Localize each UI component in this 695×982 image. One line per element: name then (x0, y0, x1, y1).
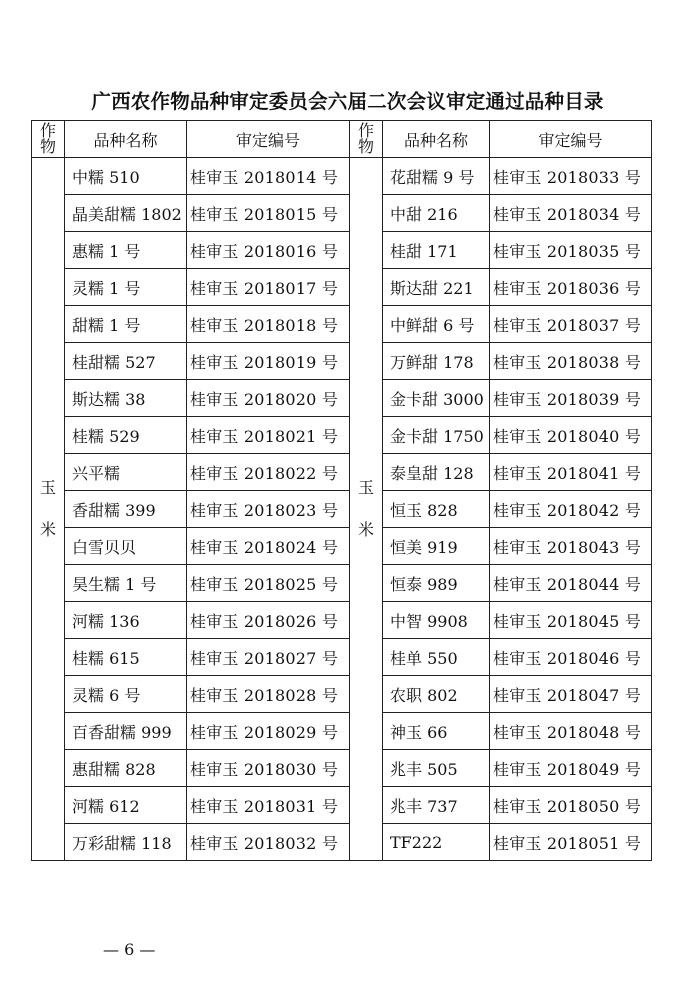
variety-name-right: 万鲜甜 178 (383, 343, 490, 380)
crop-char: 玉 (357, 478, 374, 497)
approval-code-left: 桂审玉 2018016 号 (187, 232, 350, 269)
approval-code-left: 桂审玉 2018025 号 (187, 565, 350, 602)
table-row (32, 565, 652, 602)
header-crop-char: 物 (39, 137, 56, 156)
table-row (32, 491, 652, 528)
variety-name-left: 灵糯 6 号 (65, 676, 187, 713)
approval-code-left: 桂审玉 2018030 号 (187, 750, 350, 787)
table-row (32, 269, 652, 306)
variety-name-left: 灵糯 1 号 (65, 269, 187, 306)
table-row (32, 713, 652, 750)
approval-code-right: 桂审玉 2018037 号 (490, 306, 652, 343)
approval-code-right: 桂审玉 2018051 号 (490, 824, 652, 861)
crop-cell-left (32, 158, 65, 861)
table-row (32, 750, 652, 787)
approval-code-left: 桂审玉 2018027 号 (187, 639, 350, 676)
variety-name-left: 河糯 136 (65, 602, 187, 639)
approval-code-left: 桂审玉 2018032 号 (187, 824, 350, 861)
approval-code-left: 桂审玉 2018031 号 (187, 787, 350, 824)
variety-name-right: 恒泰 989 (383, 565, 490, 602)
variety-name-left: 桂甜糯 527 (65, 343, 187, 380)
table-header-row (32, 121, 652, 158)
variety-name-right: 农职 802 (383, 676, 490, 713)
variety-name-right: 恒美 919 (383, 528, 490, 565)
approval-code-right: 桂审玉 2018040 号 (490, 417, 652, 454)
crop-char: 米 (39, 520, 56, 539)
approval-code-left: 桂审玉 2018022 号 (187, 454, 350, 491)
variety-name-left: 河糯 612 (65, 787, 187, 824)
table-row (32, 306, 652, 343)
approval-code-right: 桂审玉 2018043 号 (490, 528, 652, 565)
table-row (32, 343, 652, 380)
variety-name-left: 万彩甜糯 118 (65, 824, 187, 861)
approval-code-right: 桂审玉 2018038 号 (490, 343, 652, 380)
table-row (32, 454, 652, 491)
crop-char: 玉 (39, 478, 56, 497)
table-row (32, 824, 652, 861)
header-crop-char: 作 (357, 121, 374, 140)
crop-cell-right (350, 158, 383, 861)
table-row (32, 787, 652, 824)
variety-name-right: TF222 (383, 824, 490, 861)
document-title: 广西农作物品种审定委员会六届二次会议审定通过品种目录 (91, 90, 604, 113)
table-row (32, 158, 652, 195)
approval-code-right: 桂审玉 2018041 号 (490, 454, 652, 491)
approval-code-right: 桂审玉 2018046 号 (490, 639, 652, 676)
approval-code-right: 桂审玉 2018050 号 (490, 787, 652, 824)
approval-code-right: 桂审玉 2018049 号 (490, 750, 652, 787)
approval-code-right: 桂审玉 2018035 号 (490, 232, 652, 269)
header-approval-code-left: 审定编号 (187, 121, 350, 158)
approval-code-left: 桂审玉 2018023 号 (187, 491, 350, 528)
variety-name-right: 兆丰 505 (383, 750, 490, 787)
crop-char: 米 (357, 520, 374, 539)
variety-name-right: 桂单 550 (383, 639, 490, 676)
variety-name-right: 神玉 66 (383, 713, 490, 750)
approval-code-right: 桂审玉 2018039 号 (490, 380, 652, 417)
variety-name-left: 香甜糯 399 (65, 491, 187, 528)
header-crop-char: 物 (357, 137, 374, 156)
approval-code-right: 桂审玉 2018033 号 (490, 158, 652, 195)
table-row (32, 232, 652, 269)
approval-code-left: 桂审玉 2018020 号 (187, 380, 350, 417)
header-crop-char: 作 (39, 121, 56, 140)
approval-code-left: 桂审玉 2018015 号 (187, 195, 350, 232)
table-row (32, 417, 652, 454)
approval-code-right: 桂审玉 2018048 号 (490, 713, 652, 750)
approval-code-right: 桂审玉 2018036 号 (490, 269, 652, 306)
variety-name-left: 桂糯 529 (65, 417, 187, 454)
approval-code-left: 桂审玉 2018029 号 (187, 713, 350, 750)
variety-name-left: 中糯 510 (65, 158, 187, 195)
table-row (32, 195, 652, 232)
approval-code-left: 桂审玉 2018026 号 (187, 602, 350, 639)
variety-name-left: 惠糯 1 号 (65, 232, 187, 269)
variety-name-left: 兴平糯 (65, 454, 187, 491)
variety-name-right: 花甜糯 9 号 (383, 158, 490, 195)
table-row (32, 676, 652, 713)
variety-name-left: 晶美甜糯 1802 (65, 195, 187, 232)
variety-name-left: 甜糯 1 号 (65, 306, 187, 343)
approval-code-left: 桂审玉 2018017 号 (187, 269, 350, 306)
approval-code-right: 桂审玉 2018045 号 (490, 602, 652, 639)
approval-code-left: 桂审玉 2018018 号 (187, 306, 350, 343)
header-variety-name-left: 品种名称 (65, 121, 187, 158)
variety-name-right: 中智 9908 (383, 602, 490, 639)
approval-code-left: 桂审玉 2018021 号 (187, 417, 350, 454)
table-row (32, 602, 652, 639)
variety-name-right: 桂甜 171 (383, 232, 490, 269)
approval-code-left: 桂审玉 2018014 号 (187, 158, 350, 195)
variety-name-right: 金卡甜 1750 (383, 417, 490, 454)
variety-name-right: 金卡甜 3000 (383, 380, 490, 417)
variety-name-left: 斯达糯 38 (65, 380, 187, 417)
header-variety-name-right: 品种名称 (383, 121, 490, 158)
approval-code-right: 桂审玉 2018042 号 (490, 491, 652, 528)
header-approval-code-right: 审定编号 (490, 121, 652, 158)
approval-code-right: 桂审玉 2018047 号 (490, 676, 652, 713)
page-number: — 6 — (103, 940, 156, 959)
variety-name-right: 泰皇甜 128 (383, 454, 490, 491)
variety-name-left: 百香甜糯 999 (65, 713, 187, 750)
approval-code-left: 桂审玉 2018028 号 (187, 676, 350, 713)
variety-name-right: 斯达甜 221 (383, 269, 490, 306)
variety-name-right: 中鲜甜 6 号 (383, 306, 490, 343)
approval-code-left: 桂审玉 2018024 号 (187, 528, 350, 565)
approval-code-right: 桂审玉 2018044 号 (490, 565, 652, 602)
variety-name-right: 中甜 216 (383, 195, 490, 232)
approval-code-right: 桂审玉 2018034 号 (490, 195, 652, 232)
approval-code-left: 桂审玉 2018019 号 (187, 343, 350, 380)
variety-catalog-table (31, 120, 652, 861)
variety-name-left: 惠甜糯 828 (65, 750, 187, 787)
variety-name-right: 恒玉 828 (383, 491, 490, 528)
table-row (32, 528, 652, 565)
variety-name-left: 白雪贝贝 (65, 528, 187, 565)
header-crop-right (350, 121, 383, 158)
header-crop-left (32, 121, 65, 158)
variety-name-left: 桂糯 615 (65, 639, 187, 676)
variety-name-right: 兆丰 737 (383, 787, 490, 824)
table-row (32, 639, 652, 676)
table-row (32, 380, 652, 417)
variety-name-left: 昊生糯 1 号 (65, 565, 187, 602)
